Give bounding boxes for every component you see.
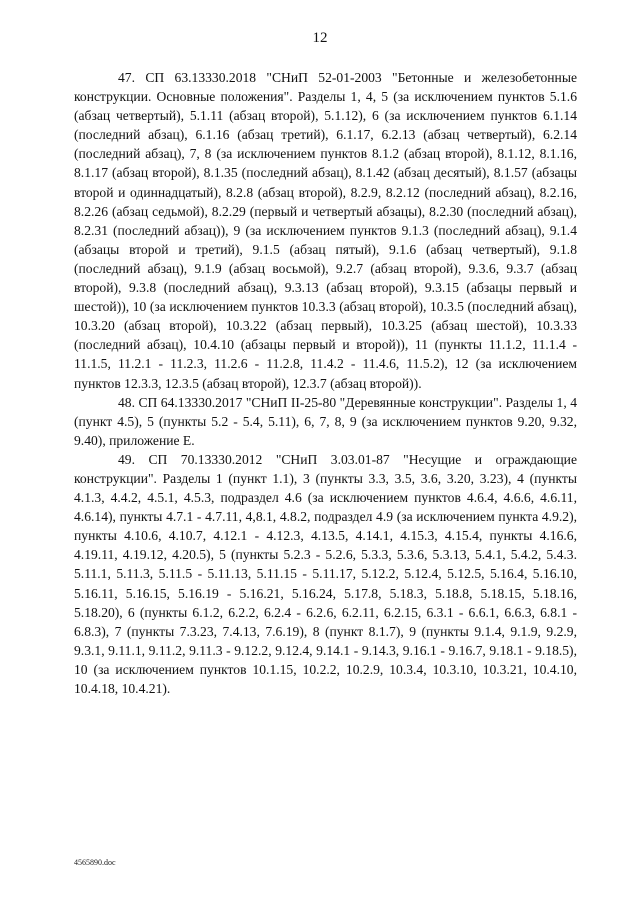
page-number: 12: [312, 30, 328, 46]
document-filename: 4565890.doc: [74, 858, 116, 867]
document-body: [74, 68, 577, 698]
list-item-47: 47. СП 63.13330.2018 "СНиП 52-01-2003 "Бетонные и железобетонные конструкции. Основные положения". Разделы 1, 4, 5 (за исключением пунктов 5.1.6 (абзац четвертый), 5.1.11 (абзац второй), 5.1.12), 6 (за исключением пунктов 6.1.14 (последний абзац), 6.1.16 (абзац третий), 6.1.17, 6.2.13 (абзац четвертый), 6.2.14 (последний абзац), 7, 8 (за исключением пунктов 8.1.2 (абзац второй), 8.1.12, 8.1.16, 8.1.17 (абзац второй), 8.1.35 (последний абзац), 8.1.42 (абзац десятый), 8.1.57 (абзацы второй и одиннадцатый), 8.2.8 (абзац второй), 8.2.9, 8.2.12 (последний абзац), 8.2.16, 8.2.26 (абзац седьмой), 8.2.29 (первый и четвертый абзацы), 8.2.30 (последний абзац), 8.2.31 (последний абзац)), 9 (за исключением пунктов 9.1.3 (последний абзац), 9.1.4 (абзацы второй и третий), 9.1.5 (абзац пятый), 9.1.6 (абзац четвертый), 9.1.8 (последний абзац), 9.1.9 (абзац восьмой), 9.2.7 (абзац второй), 9.3.6, 9.3.7 (абзац второй), 9.3.8 (последний абзац), 9.3.13 (абзац второй), 9.3.15 (абзацы первый и шестой)), 10 (за исключением пунктов 10.3.3 (абзац второй), 10.3.5 (последний абзац), 10.3.20 (абзац второй), 10.3.22 (абзац первый), 10.3.25 (абзац шестой), 10.3.33 (последний абзац), 10.4.10 (абзацы первый и второй)), 11 (пункты 11.1.2, 11.1.4 - 11.1.5, 11.2.1 - 11.2.3, 11.2.6 - 11.2.8, 11.4.2 - 11.4.6, 11.5.2), 12 (за исключением пунктов 12.3.3, 12.3.5 (абзац второй), 12.3.7 (абзац второй)).: [74, 70, 577, 391]
list-item-48: 48. СП 64.13330.2017 "СНиП II-25-80 "Деревянные конструкции". Разделы 1, 4 (пункт 4.5), 5 (пункты 5.2 - 5.4, 5.11), 6, 7, 8, 9 (за исключением пунктов 9.20, 9.32, 9.40), приложение Е.: [74, 394, 577, 448]
list-item-49: 49. СП 70.13330.2012 "СНиП 3.03.01-87 "Несущие и ограждающие конструкции". Разделы 1 (пункт 1.1), 3 (пункты 3.3, 3.5, 3.6, 3.20, 3.23), 4 (пункты 4.1.3, 4.4.2, 4.5.1, 4.5.3, подраздел 4.6 (за исключением пунктов 4.6.4, 4.6.6, 4.6.11, 4.6.14), пункты 4.7.1 - 4.7.11, 4,8.1, 4.8.2, подраздел 4.9 (за исключением пункта 4.9.2), пункты 4.10.6, 4.10.7, 4.12.1 - 4.12.3, 4.13.5, 4.14.1, 4.15.3, 4.15.4, пункты 4.16.6, 4.19.11, 4.19.12, 4.20.5), 5 (пункты 5.2.3 - 5.2.6, 5.3.3, 5.3.6, 5.3.13, 5.4.1, 5.4.2, 5.4.3. 5.11.1, 5.11.3, 5.11.5 - 5.11.13, 5.11.15 - 5.11.17, 5.12.2, 5.12.4, 5.12.5, 5.16.4, 5.16.10, 5.16.11, 5.16.15, 5.16.19 - 5.16.21, 5.16.24, 5.17.8, 5.18.3, 5.18.8, 5.18.15, 5.18.16, 5.18.20), 6 (пункты 6.1.2, 6.2.2, 6.2.4 - 6.2.6, 6.2.11, 6.2.15, 6.3.1 - 6.6.1, 6.6.3, 6.8.1 - 6.8.3), 7 (пункты 7.3.23, 7.4.13, 7.6.19), 8 (пункт 8.1.7), 9 (пункты 9.1.4, 9.1.9, 9.2.9, 9.3.1, 9.11.1, 9.11.2, 9.11.3 - 9.12.2, 9.12.4, 9.14.1 - 9.14.3, 9.16.1 - 9.16.7, 9.18.1 - 9.18.5), 10 (за исключением пунктов 10.1.15, 10.2.2, 10.2.9, 10.3.4, 10.3.10, 10.3.21, 10.4.10, 10.4.18, 10.4.21).: [74, 451, 577, 696]
